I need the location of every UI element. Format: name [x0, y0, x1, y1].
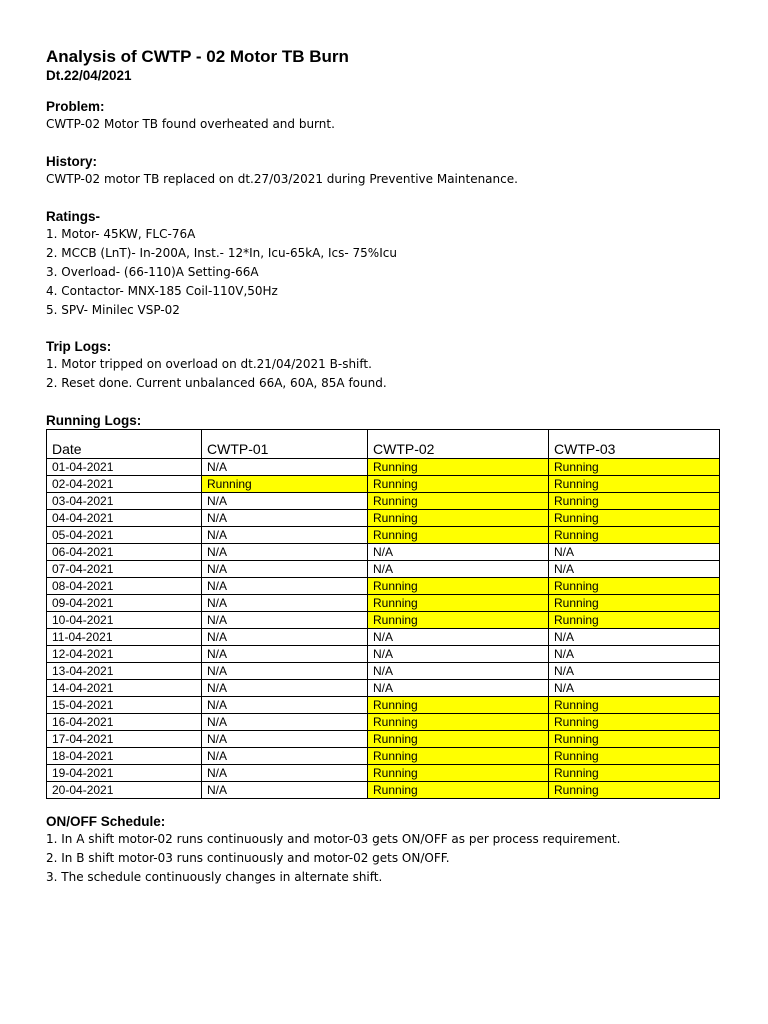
cwtp-02-cell: N/A	[368, 680, 549, 697]
table-row	[47, 697, 720, 714]
cwtp-01-cell: N/A	[202, 578, 368, 595]
cwtp-03-cell: Running	[549, 731, 720, 748]
document-date: Dt.22/04/2021	[46, 68, 132, 83]
cwtp-02-cell: Running	[368, 748, 549, 765]
cwtp-03-cell: Running	[549, 493, 720, 510]
schedule-line: 3. The schedule continuously changes in alternate shift.	[46, 870, 383, 884]
cwtp-02-cell: N/A	[368, 646, 549, 663]
table-row	[47, 561, 720, 578]
table-row	[47, 476, 720, 493]
trip-logs-line: 2. Reset done. Current unbalanced 66A, 60A, 85A found.	[46, 376, 387, 390]
date-cell: 05-04-2021	[47, 527, 202, 544]
ratings-line: 2. MCCB (LnT)- In-200A, Inst.- 12*In, Icu-65kA, Ics- 75%Icu	[46, 246, 397, 260]
cwtp-02-cell: Running	[368, 714, 549, 731]
date-cell: 08-04-2021	[47, 578, 202, 595]
cwtp-03-cell: N/A	[549, 561, 720, 578]
problem-heading: Problem:	[46, 99, 105, 114]
cwtp-02-cell: Running	[368, 510, 549, 527]
cwtp-01-cell: N/A	[202, 748, 368, 765]
cwtp-03-cell: Running	[549, 748, 720, 765]
date-cell: 09-04-2021	[47, 595, 202, 612]
cwtp-03-cell: Running	[549, 459, 720, 476]
cwtp-01-cell: N/A	[202, 731, 368, 748]
date-cell: 11-04-2021	[47, 629, 202, 646]
cwtp-01-cell: N/A	[202, 493, 368, 510]
cwtp-02-cell: Running	[368, 765, 549, 782]
cwtp-03-cell: Running	[549, 510, 720, 527]
cwtp-01-cell: Running	[202, 476, 368, 493]
cwtp-03-cell: N/A	[549, 544, 720, 561]
date-cell: 06-04-2021	[47, 544, 202, 561]
cwtp-03-cell: Running	[549, 697, 720, 714]
date-cell: 07-04-2021	[47, 561, 202, 578]
cwtp-03-cell: Running	[549, 782, 720, 799]
date-cell: 12-04-2021	[47, 646, 202, 663]
date-cell: 04-04-2021	[47, 510, 202, 527]
table-row	[47, 612, 720, 629]
cwtp-02-cell: N/A	[368, 544, 549, 561]
cwtp-02-cell: N/A	[368, 663, 549, 680]
column-header-cwtp-01: CWTP-01	[202, 430, 368, 459]
table-row	[47, 493, 720, 510]
trip-logs-line: 1. Motor tripped on overload on dt.21/04/2021 B-shift.	[46, 357, 372, 371]
cwtp-03-cell: N/A	[549, 629, 720, 646]
table-row	[47, 680, 720, 697]
table-row	[47, 459, 720, 476]
cwtp-02-cell: Running	[368, 612, 549, 629]
cwtp-01-cell: N/A	[202, 510, 368, 527]
table-row	[47, 578, 720, 595]
column-header-date: Date	[47, 430, 202, 459]
cwtp-02-cell: Running	[368, 527, 549, 544]
table-row	[47, 646, 720, 663]
running-logs-section	[46, 412, 726, 429]
table-row	[47, 595, 720, 612]
cwtp-02-cell: Running	[368, 578, 549, 595]
cwtp-02-cell: Running	[368, 697, 549, 714]
table-row	[47, 629, 720, 646]
cwtp-02-cell: Running	[368, 476, 549, 493]
cwtp-03-cell: N/A	[549, 646, 720, 663]
problem-line: CWTP-02 Motor TB found overheated and burnt.	[46, 117, 335, 131]
cwtp-01-cell: N/A	[202, 527, 368, 544]
date-cell: 02-04-2021	[47, 476, 202, 493]
cwtp-03-cell: Running	[549, 612, 720, 629]
cwtp-03-cell: Running	[549, 765, 720, 782]
cwtp-03-cell: Running	[549, 527, 720, 544]
ratings-line: 5. SPV- Minilec VSP-02	[46, 303, 180, 317]
ratings-section	[46, 208, 726, 320]
cwtp-02-cell: Running	[368, 493, 549, 510]
table-row	[47, 510, 720, 527]
running-logs-heading: Running Logs:	[46, 413, 142, 428]
date-cell: 10-04-2021	[47, 612, 202, 629]
table-header-row	[47, 430, 720, 459]
ratings-line: 4. Contactor- MNX-185 Coil-110V,50Hz	[46, 284, 278, 298]
date-cell: 17-04-2021	[47, 731, 202, 748]
cwtp-01-cell: N/A	[202, 714, 368, 731]
date-cell: 03-04-2021	[47, 493, 202, 510]
date-cell: 15-04-2021	[47, 697, 202, 714]
cwtp-03-cell: N/A	[549, 663, 720, 680]
date-cell: 01-04-2021	[47, 459, 202, 476]
table-row	[47, 748, 720, 765]
cwtp-01-cell: N/A	[202, 663, 368, 680]
problem-section	[46, 98, 726, 134]
schedule-heading: ON/OFF Schedule:	[46, 814, 166, 829]
history-heading: History:	[46, 154, 98, 169]
cwtp-01-cell: N/A	[202, 595, 368, 612]
table-row	[47, 782, 720, 799]
table-row	[47, 731, 720, 748]
cwtp-01-cell: N/A	[202, 612, 368, 629]
cwtp-02-cell: Running	[368, 459, 549, 476]
table-row	[47, 527, 720, 544]
cwtp-01-cell: N/A	[202, 459, 368, 476]
cwtp-02-cell: N/A	[368, 629, 549, 646]
date-cell: 18-04-2021	[47, 748, 202, 765]
schedule-line: 1. In A shift motor-02 runs continuously and motor-03 gets ON/OFF as per process requirement.	[46, 832, 621, 846]
table-row	[47, 544, 720, 561]
running-logs-table	[46, 429, 720, 799]
date-cell: 19-04-2021	[47, 765, 202, 782]
history-section	[46, 153, 726, 189]
document-page	[46, 46, 726, 884]
cwtp-03-cell: Running	[549, 595, 720, 612]
table-row	[47, 663, 720, 680]
date-cell: 13-04-2021	[47, 663, 202, 680]
cwtp-01-cell: N/A	[202, 561, 368, 578]
column-header-cwtp-02: CWTP-02	[368, 430, 549, 459]
cwtp-03-cell: N/A	[549, 680, 720, 697]
history-line: CWTP-02 motor TB replaced on dt.27/03/2021 during Preventive Maintenance.	[46, 172, 518, 186]
column-header-cwtp-03: CWTP-03	[549, 430, 720, 459]
cwtp-01-cell: N/A	[202, 680, 368, 697]
cwtp-01-cell: N/A	[202, 765, 368, 782]
cwtp-02-cell: Running	[368, 731, 549, 748]
date-cell: 14-04-2021	[47, 680, 202, 697]
schedule-section	[46, 813, 726, 887]
cwtp-02-cell: Running	[368, 782, 549, 799]
cwtp-03-cell: Running	[549, 476, 720, 493]
ratings-line: 3. Overload- (66-110)A Setting-66A	[46, 265, 259, 279]
cwtp-02-cell: N/A	[368, 561, 549, 578]
table-row	[47, 765, 720, 782]
ratings-heading: Ratings-	[46, 209, 100, 224]
cwtp-01-cell: N/A	[202, 697, 368, 714]
trip-logs-heading: Trip Logs:	[46, 339, 112, 354]
document-title: Analysis of CWTP - 02 Motor TB Burn	[46, 47, 349, 66]
cwtp-01-cell: N/A	[202, 544, 368, 561]
table-row	[47, 714, 720, 731]
date-cell: 16-04-2021	[47, 714, 202, 731]
cwtp-02-cell: Running	[368, 595, 549, 612]
cwtp-03-cell: Running	[549, 578, 720, 595]
cwtp-01-cell: N/A	[202, 782, 368, 799]
cwtp-01-cell: N/A	[202, 629, 368, 646]
cwtp-03-cell: Running	[549, 714, 720, 731]
ratings-line: 1. Motor- 45KW, FLC-76A	[46, 227, 196, 241]
date-cell: 20-04-2021	[47, 782, 202, 799]
schedule-line: 2. In B shift motor-03 runs continuously and motor-02 gets ON/OFF.	[46, 851, 450, 865]
trip-logs-section	[46, 338, 726, 393]
cwtp-01-cell: N/A	[202, 646, 368, 663]
